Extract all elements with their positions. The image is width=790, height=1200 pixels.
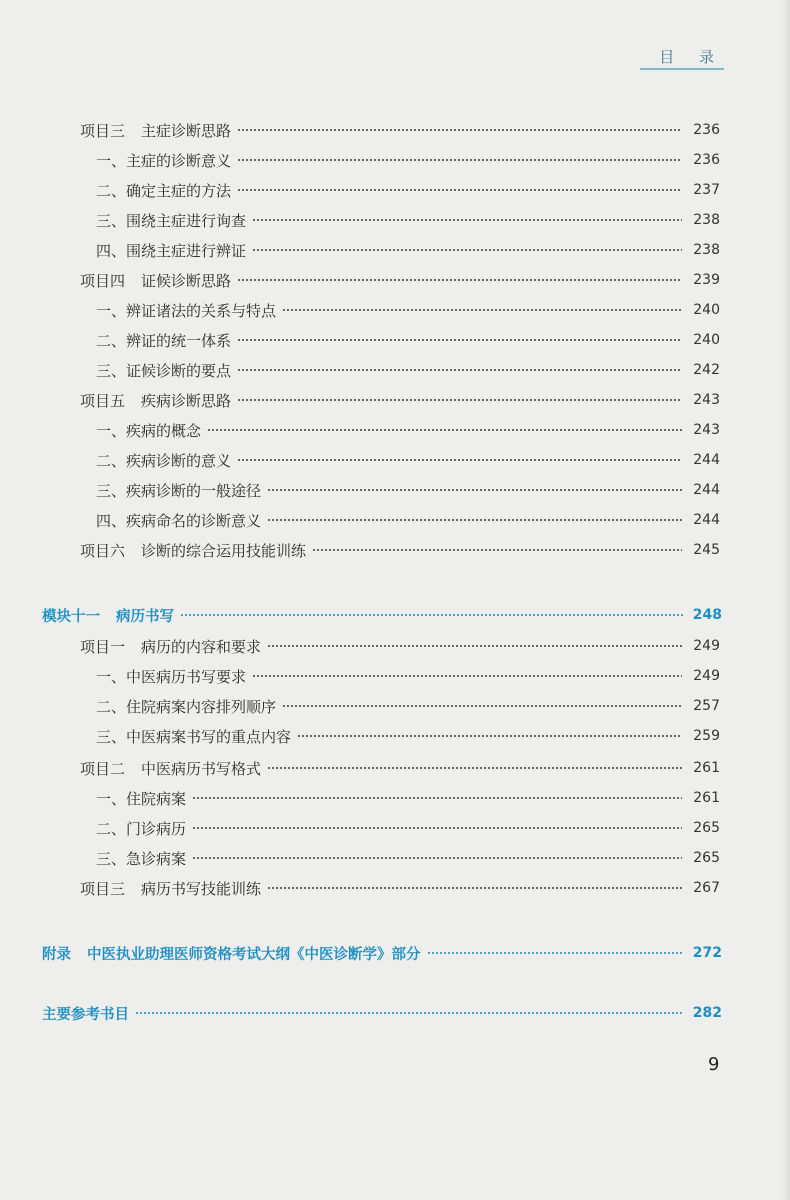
toc-leader-dots	[237, 339, 682, 341]
toc-subentry[interactable]	[96, 785, 720, 811]
toc-leader-dots	[192, 857, 682, 859]
toc-leader-dots	[312, 549, 682, 551]
toc-subentry[interactable]	[96, 327, 720, 353]
toc-entry-title	[96, 360, 231, 381]
page-number: 9	[708, 1054, 720, 1075]
toc-entry-title	[96, 818, 186, 839]
toc-entry-prefix: 项目五	[80, 391, 126, 410]
toc-section-entry[interactable]	[42, 602, 722, 628]
toc-leader-dots	[135, 1012, 684, 1014]
toc-entry-text: 一、中医病历书写要求	[96, 667, 247, 686]
toc-subentry[interactable]	[96, 815, 720, 841]
toc-leader-dots	[297, 735, 682, 737]
toc-page-number: 242	[693, 362, 720, 378]
toc-entry-title	[42, 605, 174, 626]
toc-subentry[interactable]	[96, 845, 720, 871]
toc-leader-dots	[237, 369, 682, 371]
toc-section-entry[interactable]	[42, 940, 722, 966]
toc-page-number: 245	[693, 542, 720, 558]
toc-leader-dots	[192, 827, 682, 829]
toc-entry-text: 二、确定主症的方法	[96, 181, 232, 200]
toc-entry-title	[96, 696, 276, 717]
toc-project-entry[interactable]	[80, 387, 720, 413]
toc-entry-text: 一、主症的诊断意义	[96, 151, 232, 170]
toc-leader-dots	[282, 309, 682, 311]
toc-page-number: 244	[693, 452, 720, 468]
toc-entry-title	[42, 943, 421, 964]
toc-entry-text: 主要参考书目	[42, 1006, 129, 1023]
toc-entry-title	[96, 210, 246, 231]
toc-entry-title	[80, 120, 231, 141]
toc-page-number: 261	[693, 790, 720, 806]
toc-entry-text: 主症诊断思路	[141, 121, 232, 140]
toc-project-entry[interactable]	[80, 875, 720, 901]
toc-project-entry[interactable]	[80, 537, 720, 563]
toc-page-number: 249	[693, 638, 720, 654]
toc-entry-title	[80, 540, 306, 561]
toc-entry-text: 二、住院病案内容排列顺序	[96, 697, 277, 716]
toc-entry-prefix: 项目二	[80, 759, 126, 778]
toc-page-number: 267	[693, 880, 720, 896]
toc-page-number: 239	[693, 272, 720, 288]
toc-leader-dots	[180, 614, 684, 616]
toc-page-number: 272	[692, 945, 722, 961]
toc-entry-prefix: 项目一	[80, 637, 126, 656]
toc-subentry[interactable]	[96, 693, 720, 719]
toc-leader-dots	[252, 675, 682, 677]
toc-leader-dots	[282, 705, 682, 707]
toc-leader-dots	[267, 489, 682, 491]
toc-page-number: 236	[693, 152, 720, 168]
toc-page-number: 238	[693, 242, 720, 258]
toc-entry-text: 一、辨证诸法的关系与特点	[96, 301, 277, 320]
toc-page-number: 261	[693, 760, 720, 776]
toc-entry-text: 疾病诊断思路	[141, 391, 232, 410]
toc-entry-title	[96, 848, 186, 869]
toc-page-number: 236	[693, 122, 720, 138]
toc-entry-text: 二、疾病诊断的意义	[96, 451, 232, 470]
toc-entry-text: 四、围绕主症进行辨证	[96, 241, 247, 260]
toc-subentry[interactable]	[96, 417, 720, 443]
toc-entry-text: 一、疾病的概念	[96, 421, 202, 440]
toc-entry-title	[96, 330, 231, 351]
toc-entry-text: 中医病历书写格式	[141, 759, 262, 778]
toc-entry-title	[42, 1003, 129, 1024]
toc-leader-dots	[237, 279, 682, 281]
toc-page-number: 243	[693, 422, 720, 438]
toc-entry-text: 病历书写技能训练	[141, 879, 262, 898]
toc-entry-title	[96, 450, 231, 471]
toc-leader-dots	[192, 797, 682, 799]
toc-entry-title	[96, 300, 276, 321]
toc-entry-title	[80, 878, 261, 899]
toc-entry-title	[80, 636, 261, 657]
toc-entry-text: 病历的内容和要求	[141, 637, 262, 656]
toc-leader-dots	[207, 429, 682, 431]
toc-subentry[interactable]	[96, 507, 720, 533]
toc-page-number: 240	[693, 332, 720, 348]
toc-entry-title	[80, 270, 231, 291]
toc-page-number: 244	[693, 482, 720, 498]
toc-subentry[interactable]	[96, 177, 720, 203]
toc-entry-text: 三、中医病案书写的重点内容	[96, 727, 292, 746]
toc-leader-dots	[267, 767, 682, 769]
toc-entry-text: 诊断的综合运用技能训练	[141, 541, 307, 560]
toc-section-entry[interactable]	[42, 1000, 722, 1026]
toc-leader-dots	[237, 399, 682, 401]
toc-page-number: 265	[693, 820, 720, 836]
toc-entry-text: 二、辨证的统一体系	[96, 331, 232, 350]
toc-page-number: 249	[693, 668, 720, 684]
running-header: 目 录	[659, 48, 724, 66]
toc-subentry[interactable]	[96, 207, 720, 233]
toc-page-number: 257	[693, 698, 720, 714]
toc-page-number: 243	[693, 392, 720, 408]
toc-entry-text: 一、住院病案	[96, 789, 187, 808]
toc-entry-text: 中医执业助理医师资格考试大纲《中医诊断学》部分	[87, 946, 421, 963]
toc-subentry[interactable]	[96, 297, 720, 323]
toc-leader-dots	[252, 249, 682, 251]
toc-subentry[interactable]	[96, 447, 720, 473]
toc-page-number: 265	[693, 850, 720, 866]
toc-entry-prefix: 项目三	[80, 121, 126, 140]
toc-entry-text: 三、证候诊断的要点	[96, 361, 232, 380]
toc-leader-dots	[267, 887, 682, 889]
toc-entry-title	[96, 480, 261, 501]
toc-leader-dots	[237, 129, 682, 131]
toc-project-entry[interactable]	[80, 267, 720, 293]
toc-entry-title	[96, 240, 246, 261]
toc-page-number: 237	[693, 182, 720, 198]
toc-entry-text: 病历书写	[116, 608, 174, 625]
toc-subentry[interactable]	[96, 663, 720, 689]
toc-leader-dots	[237, 189, 682, 191]
toc-entry-title	[96, 666, 246, 687]
toc-page-number: 248	[692, 607, 722, 623]
toc-project-entry[interactable]	[80, 117, 720, 143]
toc-entry-text: 证候诊断思路	[141, 271, 232, 290]
toc-page-number: 244	[693, 512, 720, 528]
toc-entry-text: 三、围绕主症进行询查	[96, 211, 247, 230]
toc-entry-prefix: 项目六	[80, 541, 126, 560]
toc-page-number: 238	[693, 212, 720, 228]
toc-leader-dots	[267, 519, 682, 521]
toc-entry-title	[80, 758, 261, 779]
toc-entry-title	[96, 788, 186, 809]
toc-entry-text: 三、急诊病案	[96, 849, 187, 868]
toc-subentry[interactable]	[96, 723, 720, 749]
toc-subentry[interactable]	[96, 147, 720, 173]
toc-entry-title	[96, 150, 231, 171]
toc-entry-title	[96, 180, 231, 201]
toc-entry-prefix: 项目四	[80, 271, 126, 290]
toc-project-entry[interactable]	[80, 633, 720, 659]
toc-entry-title	[96, 420, 201, 441]
toc-entry-prefix: 项目三	[80, 879, 126, 898]
toc-subentry[interactable]	[96, 237, 720, 263]
toc-leader-dots	[427, 952, 685, 954]
toc-entry-text: 四、疾病命名的诊断意义	[96, 511, 262, 530]
toc-page-number: 259	[693, 728, 720, 744]
toc-page-number: 240	[693, 302, 720, 318]
toc-project-entry[interactable]	[80, 755, 720, 781]
toc-subentry[interactable]	[96, 357, 720, 383]
toc-leader-dots	[237, 459, 682, 461]
toc-page-number: 282	[692, 1005, 722, 1021]
toc-leader-dots	[237, 159, 682, 161]
toc-leader-dots	[252, 219, 682, 221]
toc-entry-text: 三、疾病诊断的一般途径	[96, 481, 262, 500]
toc-entry-title	[96, 510, 261, 531]
toc-entry-prefix: 附录	[42, 946, 71, 963]
toc-entry-title	[96, 726, 291, 747]
toc-subentry[interactable]	[96, 477, 720, 503]
toc-entry-title	[80, 390, 231, 411]
toc-entry-prefix: 模块十一	[42, 608, 100, 625]
toc-entry-text: 二、门诊病历	[96, 819, 187, 838]
toc-leader-dots	[267, 645, 682, 647]
